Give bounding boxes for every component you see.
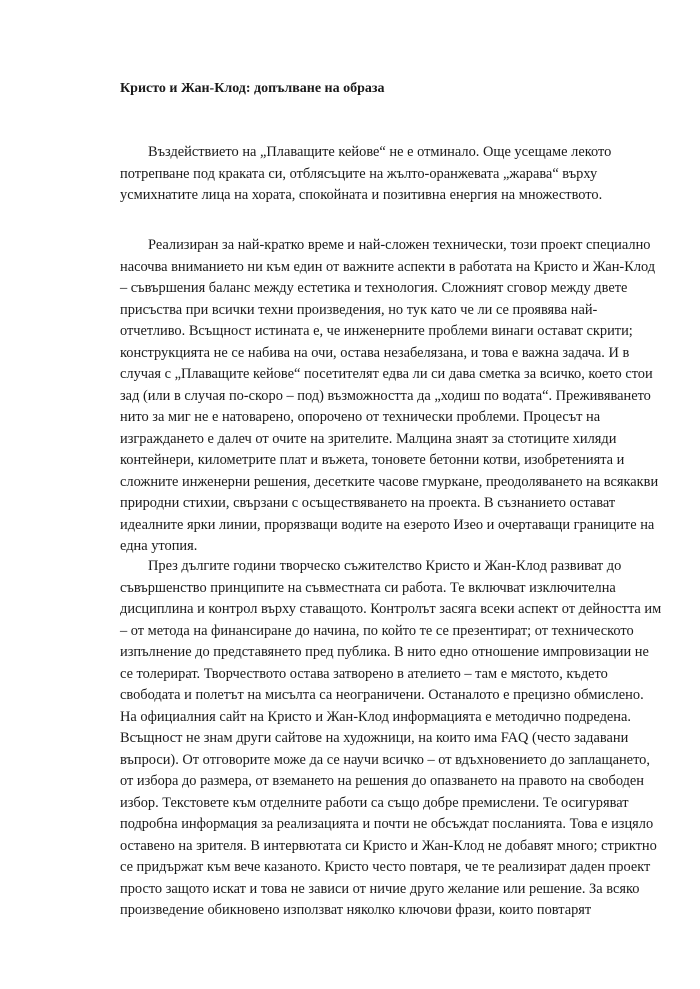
paragraph-line: Въздействието на „Плаващите кейове“ не е отминало. Още усещаме лекото: [148, 144, 612, 160]
paragraph-1: [120, 142, 612, 207]
paragraph-line: – от метода на финансиране до начина, по който те се презентират; от техническото: [120, 622, 634, 639]
paragraph-line: свободата и полетът на мисълта са неограничени. Останалото е прецизно обмислено.: [120, 687, 644, 703]
paragraph-line: Всъщност не знам други сайтове на художници, на които има FAQ (често задавани: [120, 730, 629, 746]
document-title: Кристо и Жан-Клод: допълване на образа: [120, 81, 385, 96]
paragraph-line: идеалните ярки линии, прорязващи водите на езерото Изео и очертаващи границите на: [120, 516, 655, 533]
paragraph-line: присъства при всички техни произведения, но тук като че ли се проявява най-: [120, 301, 598, 318]
paragraph-line: изпълнение до представянето пред публика. В нито едно отношение импровизации не: [120, 644, 649, 660]
paragraph-line: сложните инженерни решения, десетките часове гмуркане, преодоляването на всякакви: [120, 473, 659, 490]
paragraph-line: – съвършения баланс между естетика и технология. Сложният сговор между двете: [120, 280, 628, 296]
paragraph-line: от избора до размера, от вземането на решения до опазването на правото на свободен: [120, 773, 645, 789]
paragraph-line: въпроси). От отговорите може да се научи всичко – от вдъхновението до заплащането,: [120, 751, 650, 768]
paragraph-line: зад (или в случая по-скоро – под) възможността да „ходиш по водата“. Преживяването: [120, 387, 651, 404]
paragraph-line: произведение обикновено използват няколко ключови фрази, които повтарят: [120, 902, 592, 918]
paragraph-3: [120, 556, 662, 922]
paragraph-line: контейнери, километрите плат и въжета, тоновете бетонни котви, изобретенията и: [120, 452, 625, 468]
paragraph-line: Реализиран за най-кратко време и най-сложен технически, този проект специално: [148, 237, 651, 253]
paragraph-line: просто защото искат и това не зависи от ничие друго желание или решение. За всяко: [120, 880, 640, 897]
paragraph-line: потрепване под краката си, отблясъците на жълто-оранжевата „жарава“ върху: [120, 165, 598, 182]
paragraph-line: една утопия.: [120, 538, 198, 554]
paragraph-line: насочва вниманието ни към един от важните аспекти в работата на Кристо и Жан-Клод: [120, 258, 656, 275]
paragraph-line: се толерират. Творчеството остава затворено в ателието – там е мястото, където: [120, 665, 608, 682]
paragraph-line: изграждането е далеч от очите на зрителите. Малцина знаят за стотиците хиляди: [120, 430, 617, 447]
paragraph-line: природни стихии, свързани с осъществяването на проекта. В съзнанието остават: [120, 495, 616, 511]
paragraph-line: конструкцията не се набива на очи, остава незабелязана, и това е важна задача. И в: [120, 344, 630, 361]
paragraph-line: се придържат към вече казаното. Кристо често повтаря, че те реализират даден проект: [120, 859, 651, 875]
paragraph-line: случая с „Плаващите кейове“ посетителят едва ли си дава сметка за всичко, което стои: [120, 366, 653, 382]
paragraph-line: дисциплина и контрол върху ставащото. Контролът засяга всеки аспект от дейността им: [120, 601, 662, 617]
paragraph-line: подробна информация за реализацията и почти не обсъждат посланията. Това е изцяло: [120, 816, 654, 832]
paragraph-line: оставено на зрителя. В интервютата си Кристо и Жан-Клод не добавят много; стриктно: [120, 837, 657, 854]
paragraph-line: съвършенство принципите на съвместната си работа. Те включват изключителна: [120, 579, 616, 596]
paragraph-line: През дългите години творческо съжителство Кристо и Жан-Клод развиват до: [148, 558, 622, 574]
paragraph-line: избор. Текстовете към отделните работи са също добре премислени. Те осигуряват: [120, 794, 629, 811]
paragraph-line: отчетливо. Всъщност истината е, че инженерните проблеми винаги остават скрити;: [120, 323, 633, 339]
paragraph-line: На официалния сайт на Кристо и Жан-Клод информацията е методично подредена.: [120, 708, 631, 725]
paragraph-line: усмихнатите лица на хората, спокойната и позитивна енергия на множеството.: [120, 187, 603, 203]
paragraph-2: [120, 235, 659, 558]
paragraph-line: нито за миг не е натоварено, опорочено от технически проблеми. Процесът на: [120, 409, 601, 425]
